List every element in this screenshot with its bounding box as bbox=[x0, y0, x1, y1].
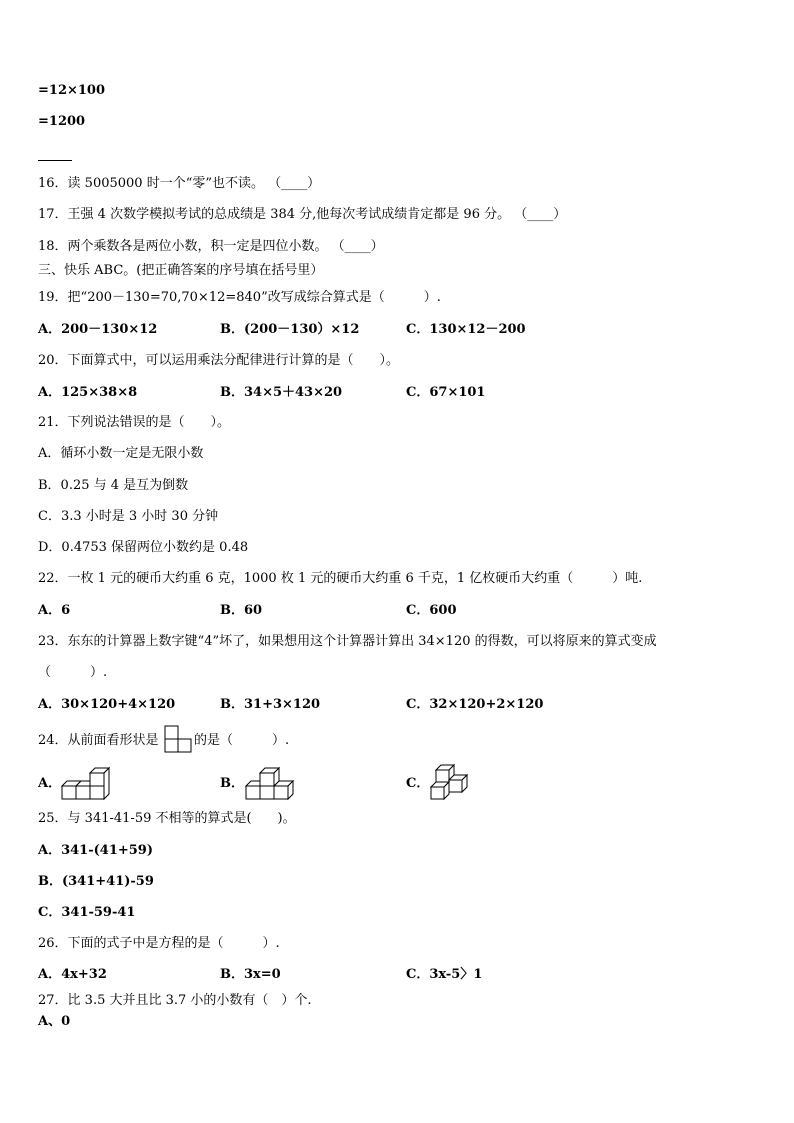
option-19a: A．200－130×12 bbox=[38, 322, 158, 337]
question-23: 23．东东的计算器上数字键“4”坏了，如果想用这个计算器计算出 34×120 的得数，可以将原来的算式变成 bbox=[38, 634, 657, 649]
option-26b: B．3x=0 bbox=[220, 967, 281, 982]
question-16: 16．读 5005000 时一个“零”也不读。 （____） bbox=[38, 176, 321, 191]
option-24a-label: A． bbox=[38, 776, 62, 791]
option-27a: A、0 bbox=[38, 1014, 71, 1029]
option-20b: B．34×5＋43×20 bbox=[220, 385, 343, 400]
option-23a: A．30×120+4×120 bbox=[38, 697, 176, 712]
option-21c: C．3.3 小时是 3 小时 30 分钟 bbox=[38, 509, 219, 524]
question-24-prefix: 24．从前面看形状是 bbox=[38, 733, 159, 748]
option-20a: A．125×38×8 bbox=[38, 385, 138, 400]
option-22b: B．60 bbox=[220, 603, 263, 618]
option-25c: C．341-59-41 bbox=[38, 905, 136, 920]
option-23c: C．32×120+2×120 bbox=[406, 697, 544, 712]
option-20c: C．67×101 bbox=[406, 385, 486, 400]
answer-rule bbox=[38, 160, 72, 161]
option-24c-label: C． bbox=[406, 776, 430, 791]
option-19b: B．(200－130）×12 bbox=[220, 322, 360, 337]
question-27: 27．比 3.5 大并且比 3.7 小的小数有（ ）个. bbox=[38, 993, 312, 1008]
question-23-blank: （ ）. bbox=[38, 665, 108, 680]
option-21a: A．循环小数一定是无限小数 bbox=[38, 446, 204, 461]
option-26a: A．4x+32 bbox=[38, 967, 107, 982]
option-22c: C．600 bbox=[406, 603, 457, 618]
option-25b: B．(341+41)-59 bbox=[38, 874, 154, 889]
option-22a: A．6 bbox=[38, 603, 71, 618]
question-17: 17．王强 4 次数学模拟考试的总成绩是 384 分,他每次考试成绩肯定都是 96 分。 （____） bbox=[38, 207, 567, 222]
question-20: 20．下面算式中，可以运用乘法分配律进行计算的是（ ）。 bbox=[38, 353, 400, 368]
question-18: 18．两个乘数各是两位小数，积一定是四位小数。 （____） bbox=[38, 239, 384, 254]
section-3-heading: 三、快乐 ABC。(把正确答案的序号填在括号里） bbox=[38, 263, 324, 278]
option-24b-cubes-figure bbox=[242, 764, 298, 802]
option-23b: B．31+3×120 bbox=[220, 697, 321, 712]
question-24-suffix: 的是（ ）. bbox=[194, 733, 290, 748]
option-21d: D．0.4753 保留两位小数约是 0.48 bbox=[38, 540, 249, 555]
calc-line-2: =1200 bbox=[38, 114, 86, 129]
question-26: 26．下面的式子中是方程的是（ ）. bbox=[38, 936, 280, 951]
option-19c: C．130×12－200 bbox=[406, 322, 526, 337]
question-22: 22．一枚 1 元的硬币大约重 6 克，1000 枚 1 元的硬币大约重 6 千克，1 亿枚硬币大约重（ ）吨. bbox=[38, 571, 643, 586]
question-19: 19．把“200－130=70,70×12=840”改写成综合算式是（ ）. bbox=[38, 290, 441, 305]
option-26c: C．3x-5〉1 bbox=[406, 967, 483, 982]
question-25: 25．与 341-41-59 不相等的算式是( )。 bbox=[38, 811, 296, 826]
question-21: 21．下列说法错误的是（ ）。 bbox=[38, 415, 231, 430]
option-24a-cubes-figure bbox=[58, 764, 110, 802]
option-25a: A．341-(41+59) bbox=[38, 843, 153, 858]
front-view-figure bbox=[164, 725, 194, 755]
option-21b: B．0.25 与 4 是互为倒数 bbox=[38, 478, 189, 493]
option-24c-cubes-figure bbox=[428, 762, 474, 804]
calc-line-1: =12×100 bbox=[38, 83, 106, 98]
option-24b-label: B． bbox=[220, 776, 244, 791]
